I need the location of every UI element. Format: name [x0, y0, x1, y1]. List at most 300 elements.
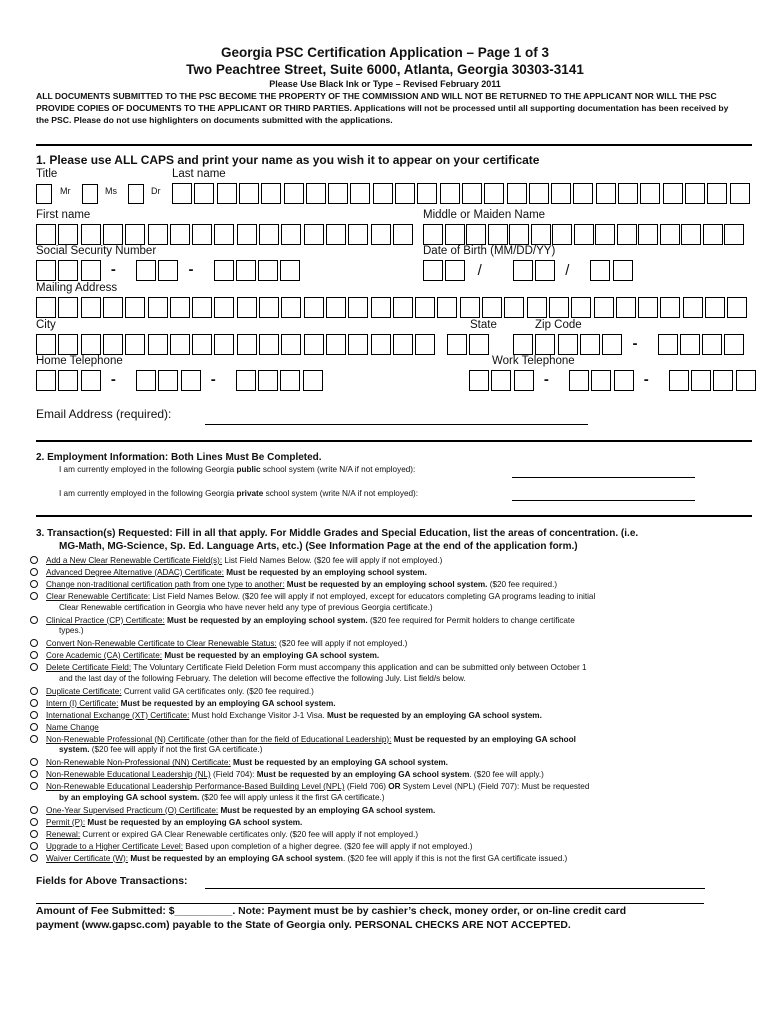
- transaction-text: Current valid GA certificates only. ($20 fee required.): [121, 686, 314, 696]
- transaction-requirement: Must be requested by an employing GA school system.: [164, 651, 380, 661]
- char-box[interactable]: [535, 260, 555, 281]
- char-box[interactable]: [415, 297, 435, 318]
- transaction-text: Based upon completion of a higher degree. ($20 fee will apply if not employed.): [183, 841, 473, 851]
- separator-dash: -: [110, 371, 116, 388]
- radio-circle-icon[interactable]: [30, 687, 38, 695]
- char-box[interactable]: [466, 224, 486, 245]
- char-box[interactable]: [326, 224, 346, 245]
- first-name-label: First name: [36, 209, 91, 221]
- transaction-name: Add a New Clear Renewable Certificate Field(s):: [46, 556, 223, 565]
- transaction-note: . ($20 fee will apply if this is not the first GA certificate issued.): [342, 853, 568, 863]
- transaction-name: Advanced Degree Alternative (ADAC) Certificate:: [46, 567, 224, 577]
- char-box[interactable]: [158, 260, 178, 281]
- char-box[interactable]: [724, 334, 744, 355]
- transaction-option[interactable]: [30, 698, 750, 709]
- divider: [36, 440, 752, 442]
- char-box[interactable]: [194, 183, 214, 204]
- transaction-note: ($20 fee required for Permit holders to change certificate: [367, 615, 575, 625]
- radio-circle-icon[interactable]: [30, 782, 38, 790]
- separator-slash: /: [477, 262, 482, 279]
- transaction-option[interactable]: [30, 710, 750, 721]
- char-box[interactable]: [192, 297, 212, 318]
- char-box[interactable]: [192, 224, 212, 245]
- char-box[interactable]: [569, 370, 589, 391]
- char-box[interactable]: [504, 297, 524, 318]
- char-box[interactable]: [259, 334, 279, 355]
- char-box[interactable]: [513, 260, 533, 281]
- char-box[interactable]: [660, 224, 680, 245]
- transaction-requirement: Must be requested by an employing school system.: [167, 615, 368, 625]
- transaction-name: Duplicate Certificate:: [46, 686, 122, 696]
- char-box[interactable]: [81, 224, 101, 245]
- char-box[interactable]: [348, 224, 368, 245]
- char-box[interactable]: [638, 224, 658, 245]
- char-box[interactable]: [136, 370, 156, 391]
- char-box[interactable]: [460, 297, 480, 318]
- last-name-label: Last name: [172, 168, 226, 180]
- title-ms-checkbox[interactable]: [82, 184, 98, 204]
- transaction-option[interactable]: [30, 662, 750, 673]
- transaction-option[interactable]: [30, 555, 750, 566]
- radio-circle-icon[interactable]: [30, 770, 38, 778]
- char-box[interactable]: [727, 297, 747, 318]
- char-box[interactable]: [602, 334, 622, 355]
- char-box[interactable]: [371, 334, 391, 355]
- transaction-option[interactable]: [30, 591, 750, 602]
- char-box[interactable]: [614, 370, 634, 391]
- transaction-continuation: [59, 674, 466, 684]
- char-box[interactable]: [462, 183, 482, 204]
- title-mr-checkbox[interactable]: [36, 184, 52, 204]
- char-box[interactable]: [214, 334, 234, 355]
- char-box[interactable]: [170, 224, 190, 245]
- radio-circle-icon[interactable]: [30, 723, 38, 731]
- char-box[interactable]: [280, 370, 300, 391]
- state-label: State: [470, 319, 497, 331]
- char-box[interactable]: [58, 297, 78, 318]
- char-box[interactable]: [514, 370, 534, 391]
- separator-slash: /: [565, 262, 570, 279]
- char-box[interactable]: [36, 370, 56, 391]
- work-phone-label: Work Telephone: [492, 355, 575, 367]
- transaction-name: Non-Renewable Professional (N) Certificate (other than for the field of Educational Leadership):: [46, 734, 392, 744]
- char-box[interactable]: [531, 224, 551, 245]
- char-box[interactable]: [509, 224, 529, 245]
- divider: [36, 515, 752, 517]
- radio-circle-icon[interactable]: [30, 735, 38, 743]
- char-box[interactable]: [640, 183, 660, 204]
- char-box[interactable]: [724, 224, 744, 245]
- radio-circle-icon[interactable]: [30, 663, 38, 671]
- transaction-requirement: Must be requested by an employing school system.: [226, 567, 427, 577]
- separator-dash: -: [643, 371, 649, 388]
- char-box[interactable]: [237, 224, 257, 245]
- char-box[interactable]: [591, 370, 611, 391]
- char-box[interactable]: [326, 334, 346, 355]
- char-box[interactable]: [148, 224, 168, 245]
- char-box[interactable]: [595, 224, 615, 245]
- transaction-requirement: Must be requested by an employing GA school: [393, 734, 576, 744]
- char-box[interactable]: [125, 334, 145, 355]
- char-box[interactable]: [447, 334, 467, 355]
- radio-circle-icon[interactable]: [30, 711, 38, 719]
- radio-circle-icon[interactable]: [30, 758, 38, 766]
- char-box[interactable]: [103, 334, 123, 355]
- char-box[interactable]: [573, 183, 593, 204]
- char-box[interactable]: [58, 370, 78, 391]
- char-box[interactable]: [680, 334, 700, 355]
- char-box[interactable]: [527, 297, 547, 318]
- char-box[interactable]: [594, 297, 614, 318]
- city-label: City: [36, 319, 56, 331]
- transaction-name: Renewal:: [46, 829, 81, 839]
- separator-dash: -: [543, 371, 549, 388]
- char-box[interactable]: [535, 334, 555, 355]
- char-box[interactable]: [236, 260, 256, 281]
- char-box[interactable]: [103, 224, 123, 245]
- char-box[interactable]: [590, 260, 610, 281]
- char-box[interactable]: [423, 260, 443, 281]
- transaction-option[interactable]: [30, 567, 750, 578]
- char-box[interactable]: [445, 260, 465, 281]
- divider: [36, 903, 704, 904]
- transaction-requirement: Must be requested by an employing school system.: [286, 579, 488, 589]
- char-box[interactable]: [616, 297, 636, 318]
- char-box[interactable]: [580, 334, 600, 355]
- transaction-option[interactable]: [30, 615, 750, 626]
- char-box[interactable]: [393, 334, 413, 355]
- transaction-requirement: Must be requested by an employing GA school system.: [326, 710, 542, 720]
- char-box[interactable]: [280, 260, 300, 281]
- continuation-bold: by an employing GA school system.: [59, 793, 200, 802]
- char-box[interactable]: [736, 370, 756, 391]
- char-box[interactable]: [551, 183, 571, 204]
- submission-notice: ALL DOCUMENTS SUBMITTED TO THE PSC BECOME THE PROPERTY OF THE COMMISSION AND WILL NOT BE RETURNED TO THE APPLICANT NOR WILL THE PSC PROVIDE COPIES OF DOCUMENTS TO THE APPLICANT OR THIRD PARTIES. Applications will not be processed until all supporting documentation has been received by the PSC. Please do not use highlighters on documents submitted with the applications.: [36, 91, 729, 126]
- radio-circle-icon[interactable]: [30, 592, 38, 600]
- char-box[interactable]: [261, 183, 281, 204]
- section3-heading: 3. Transaction(s) Requested: Fill in all that apply. For Middle Grades and Special Education, list the areas of concentration. (i.e.: [36, 528, 639, 539]
- transaction-requirement: OR: [388, 782, 401, 792]
- char-box[interactable]: [707, 183, 727, 204]
- transaction-name: Intern (I) Certificate:: [46, 698, 119, 708]
- char-box[interactable]: [36, 224, 56, 245]
- middle-name-label: Middle or Maiden Name: [423, 209, 546, 221]
- char-box[interactable]: [148, 334, 168, 355]
- char-box[interactable]: [81, 370, 101, 391]
- char-box[interactable]: [103, 297, 123, 318]
- char-box[interactable]: [58, 224, 78, 245]
- char-box[interactable]: [170, 334, 190, 355]
- char-box[interactable]: [482, 297, 502, 318]
- transaction-name: Clear Renewable Certificate:: [46, 591, 151, 601]
- char-box[interactable]: [549, 297, 569, 318]
- char-box[interactable]: [236, 370, 256, 391]
- transaction-note: System Level (NPL) (Field 707): Must be requested: [400, 782, 590, 792]
- char-box[interactable]: [304, 224, 324, 245]
- transaction-name: Non-Renewable Non-Professional (NN) Certificate:: [46, 758, 231, 768]
- transaction-option[interactable]: [30, 805, 750, 816]
- char-box[interactable]: [148, 297, 168, 318]
- employment-public-field[interactable]: [512, 477, 695, 478]
- transaction-name: One-Year Supervised Practicum (O) Certificate:: [46, 805, 219, 815]
- transaction-option[interactable]: [30, 853, 750, 864]
- transaction-option[interactable]: [30, 650, 750, 661]
- fee-line: Amount of Fee Submitted: $__________. Note: Payment must be by cashier’s check, money order, or on-line credit card: [36, 906, 627, 917]
- char-box[interactable]: [713, 370, 733, 391]
- transaction-requirement: Must be requested by an employing GA school system.: [233, 758, 448, 768]
- char-box[interactable]: [685, 183, 705, 204]
- transaction-option[interactable]: [30, 686, 750, 697]
- char-box[interactable]: [691, 370, 711, 391]
- char-box[interactable]: [491, 370, 511, 391]
- email-field[interactable]: [205, 424, 588, 425]
- transaction-option[interactable]: [30, 579, 750, 590]
- radio-circle-icon[interactable]: [30, 580, 38, 588]
- char-box[interactable]: [705, 297, 725, 318]
- transaction-option[interactable]: [30, 829, 750, 840]
- transaction-option[interactable]: [30, 769, 750, 780]
- char-box[interactable]: [214, 297, 234, 318]
- char-box[interactable]: [638, 297, 658, 318]
- char-box[interactable]: [259, 297, 279, 318]
- char-box[interactable]: [437, 297, 457, 318]
- char-box[interactable]: [423, 224, 443, 245]
- char-box[interactable]: [125, 224, 145, 245]
- continuation-bold: system.: [59, 745, 90, 755]
- char-box[interactable]: [217, 183, 237, 204]
- char-box[interactable]: [445, 224, 465, 245]
- char-box[interactable]: [281, 224, 301, 245]
- employment-public-text: I am currently employed in the following Georgia public school system (write N/A if not employed):: [59, 465, 416, 474]
- form-address: Two Peachtree Street, Suite 6000, Atlanta, Georgia 30303-3141: [186, 62, 584, 77]
- radio-circle-icon[interactable]: [30, 616, 38, 624]
- char-box[interactable]: [703, 224, 723, 245]
- char-box[interactable]: [663, 183, 683, 204]
- transaction-name: Clinical Practice (CP) Certificate:: [46, 615, 165, 625]
- char-box[interactable]: [181, 370, 201, 391]
- char-box[interactable]: [303, 370, 323, 391]
- char-box[interactable]: [58, 334, 78, 355]
- transaction-option[interactable]: [30, 722, 750, 733]
- transaction-name: Permit (P):: [46, 817, 86, 827]
- transaction-requirement: Must be requested by an employing GA school system: [130, 853, 343, 863]
- char-box[interactable]: [596, 183, 616, 204]
- transaction-name: Convert Non-Renewable Certificate to Clear Renewable Status:: [46, 639, 277, 649]
- char-box[interactable]: [613, 260, 633, 281]
- char-box[interactable]: [192, 334, 212, 355]
- continuation-text: Clear Renewable certification in Georgia who have never held any type of previous Georgia certificate.): [59, 602, 433, 612]
- char-box[interactable]: [306, 183, 326, 204]
- fields-label: Fields for Above Transactions:: [36, 876, 188, 887]
- transaction-text: Current or expired GA Clear Renewable certificates only. ($20 fee will apply if not employed.): [80, 829, 419, 839]
- char-box[interactable]: [529, 183, 549, 204]
- char-box[interactable]: [172, 183, 192, 204]
- radio-circle-icon[interactable]: [30, 651, 38, 659]
- char-box[interactable]: [36, 334, 56, 355]
- radio-circle-icon[interactable]: [30, 699, 38, 707]
- transaction-requirement: Must be requested by an employing GA school system.: [120, 698, 336, 708]
- char-box[interactable]: [658, 334, 678, 355]
- char-box[interactable]: [328, 183, 348, 204]
- transaction-note: . ($20 fee will apply.): [469, 770, 544, 780]
- transaction-text: ($20 fee will apply if not employed.): [276, 639, 408, 649]
- radio-circle-icon[interactable]: [30, 806, 38, 814]
- transaction-continuation: [59, 745, 262, 755]
- transaction-text: Must hold Exchange Visitor J-1 Visa.: [189, 710, 327, 720]
- mailing-label: Mailing Address: [36, 282, 118, 294]
- payment-line: payment (www.gapsc.com) payable to the State of Georgia only. PERSONAL CHECKS ARE NOT ACCEPTED.: [36, 920, 571, 931]
- transaction-name: Change non-traditional certification path from one type to another:: [46, 579, 285, 589]
- radio-circle-icon[interactable]: [30, 830, 38, 838]
- transaction-option[interactable]: [30, 757, 750, 768]
- char-box[interactable]: [136, 260, 156, 281]
- char-box[interactable]: [513, 334, 533, 355]
- char-box[interactable]: [617, 224, 637, 245]
- transaction-option[interactable]: [30, 841, 750, 852]
- transaction-continuation: [59, 626, 84, 636]
- char-box[interactable]: [239, 183, 259, 204]
- form-title: Georgia PSC Certification Application – Page 1 of 3: [220, 45, 550, 60]
- char-box[interactable]: [158, 370, 178, 391]
- transaction-option[interactable]: [30, 781, 750, 792]
- transaction-name: Core Academic (CA) Certificate:: [46, 651, 163, 661]
- dob-label: Date of Birth (MM/DD/YY): [423, 245, 556, 257]
- char-box[interactable]: [36, 260, 56, 281]
- char-box[interactable]: [348, 297, 368, 318]
- char-box[interactable]: [258, 370, 278, 391]
- char-box[interactable]: [237, 297, 257, 318]
- char-box[interactable]: [371, 297, 391, 318]
- char-box[interactable]: [469, 370, 489, 391]
- char-box[interactable]: [170, 297, 190, 318]
- radio-circle-icon[interactable]: [30, 556, 38, 564]
- continuation-text: ($20 fee will apply if not the first GA certificate.): [89, 745, 263, 755]
- char-box[interactable]: [214, 224, 234, 245]
- zip-label: Zip Code: [535, 319, 582, 331]
- char-box[interactable]: [571, 297, 591, 318]
- char-box[interactable]: [415, 334, 435, 355]
- separator-dash: -: [188, 261, 194, 278]
- fields-input[interactable]: [205, 888, 705, 889]
- ssn-label: Social Security Number: [36, 245, 157, 257]
- char-box[interactable]: [237, 334, 257, 355]
- transaction-option[interactable]: [30, 638, 750, 649]
- char-box[interactable]: [326, 297, 346, 318]
- transaction-note: ($20 fee required.): [487, 579, 558, 589]
- radio-circle-icon[interactable]: [30, 639, 38, 647]
- char-box[interactable]: [281, 297, 301, 318]
- radio-circle-icon[interactable]: [30, 842, 38, 850]
- title-mr-label: Mr: [60, 186, 71, 196]
- char-box[interactable]: [507, 183, 527, 204]
- char-box[interactable]: [669, 370, 689, 391]
- title-dr-label: Dr: [151, 186, 161, 196]
- title-dr-checkbox[interactable]: [128, 184, 144, 204]
- char-box[interactable]: [395, 183, 415, 204]
- char-box[interactable]: [304, 334, 324, 355]
- char-box[interactable]: [660, 297, 680, 318]
- section1-heading: 1. Please use ALL CAPS and print your name as you wish it to appear on your certificate: [36, 153, 540, 167]
- employment-private-field[interactable]: [512, 500, 695, 501]
- char-box[interactable]: [81, 260, 101, 281]
- char-box[interactable]: [371, 224, 391, 245]
- employment-private-text: I am currently employed in the following Georgia private school system (write N/A if not employed):: [59, 489, 419, 498]
- transaction-option[interactable]: [30, 734, 750, 745]
- separator-dash: -: [632, 335, 638, 352]
- char-box[interactable]: [417, 183, 437, 204]
- transaction-requirement: Must be requested by an employing GA school system.: [220, 805, 436, 815]
- title-ms-label: Ms: [105, 186, 117, 196]
- char-box[interactable]: [469, 334, 489, 355]
- transaction-option[interactable]: [30, 817, 750, 828]
- transaction-text: (Field 706): [344, 782, 389, 792]
- char-box[interactable]: [281, 334, 301, 355]
- char-box[interactable]: [702, 334, 722, 355]
- char-box[interactable]: [58, 260, 78, 281]
- char-box[interactable]: [214, 260, 234, 281]
- char-box[interactable]: [681, 224, 701, 245]
- transaction-text: List Field Names Below. ($20 fee will apply if not employed.): [222, 556, 443, 565]
- radio-circle-icon[interactable]: [30, 568, 38, 576]
- char-box[interactable]: [373, 183, 393, 204]
- transaction-continuation: [59, 793, 385, 803]
- revision-note: Please Use Black Ink or Type – Revised February 2011: [269, 79, 501, 89]
- continuation-text: types.): [59, 626, 84, 636]
- char-box[interactable]: [484, 183, 504, 204]
- char-box[interactable]: [393, 297, 413, 318]
- char-box[interactable]: [440, 183, 460, 204]
- transaction-name: Waiver Certificate (W):: [46, 853, 129, 863]
- char-box[interactable]: [558, 334, 578, 355]
- home-phone-label: Home Telephone: [36, 355, 123, 367]
- separator-dash: -: [210, 371, 216, 388]
- divider: [36, 144, 752, 146]
- transaction-text: List Field Names Below. ($20 fee will apply if not employed, except for educators completing GA programs leading to initial: [150, 591, 596, 601]
- char-box[interactable]: [348, 334, 368, 355]
- char-box[interactable]: [574, 224, 594, 245]
- transaction-text: The Voluntary Certificate Field Deletion Form must accompany this application and can be submitted only between October 1: [131, 663, 587, 673]
- title-label: Title: [36, 168, 58, 180]
- radio-circle-icon[interactable]: [30, 854, 38, 862]
- char-box[interactable]: [488, 224, 508, 245]
- section3-heading-cont: MG-Math, MG-Science, Sp. Ed. Language Arts, etc.) (See Information Page at the end of the application form.): [59, 541, 578, 552]
- char-box[interactable]: [683, 297, 703, 318]
- transaction-name: Non-Renewable Educational Leadership Performance-Based Building Level (NPL): [46, 782, 345, 792]
- char-box[interactable]: [730, 183, 750, 204]
- radio-circle-icon[interactable]: [30, 818, 38, 826]
- char-box[interactable]: [258, 260, 278, 281]
- email-label: Email Address (required):: [36, 407, 172, 421]
- char-box[interactable]: [125, 297, 145, 318]
- transaction-name: Name Change: [46, 722, 99, 732]
- char-box[interactable]: [81, 297, 101, 318]
- transaction-name: Delete Certificate Field:: [46, 663, 132, 673]
- transaction-requirement: Must be requested by an employing GA school system.: [87, 817, 303, 827]
- transaction-name: Non-Renewable Educational Leadership (NL): [46, 770, 211, 780]
- char-box[interactable]: [36, 297, 56, 318]
- char-box[interactable]: [350, 183, 370, 204]
- char-box[interactable]: [618, 183, 638, 204]
- continuation-text: and the last day of the following February. The deletion will become effective the following July. List field/s below.: [59, 674, 466, 683]
- transaction-text: (Field 704):: [210, 770, 257, 780]
- char-box[interactable]: [259, 224, 279, 245]
- char-box[interactable]: [284, 183, 304, 204]
- char-box[interactable]: [304, 297, 324, 318]
- char-box[interactable]: [552, 224, 572, 245]
- char-box[interactable]: [81, 334, 101, 355]
- char-box[interactable]: [393, 224, 413, 245]
- transaction-continuation: [59, 603, 433, 613]
